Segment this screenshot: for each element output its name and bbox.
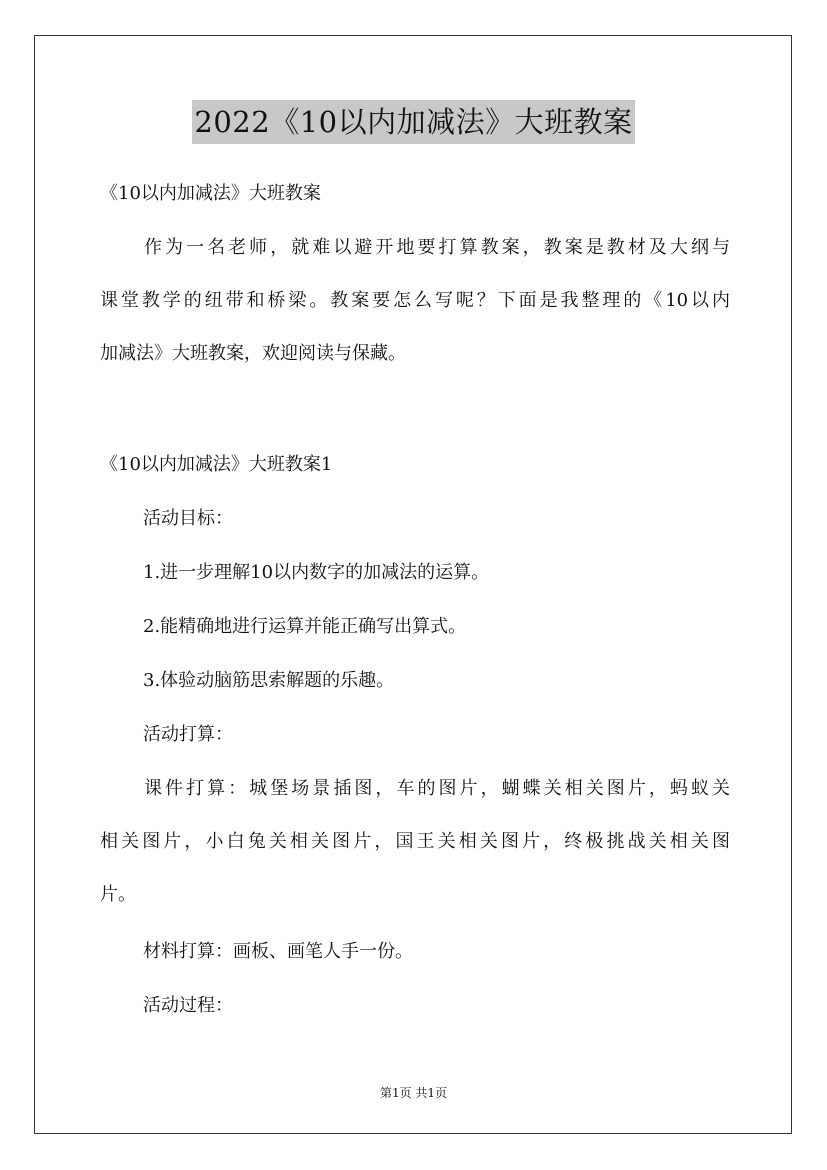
goal-item-2: 2.能精确地进行运算并能正确写出算式。	[143, 616, 467, 637]
process-label: 活动过程：	[143, 995, 233, 1016]
section-heading: 《10以内加减法》大班教案1	[100, 454, 333, 475]
goals-label: 活动目标：	[143, 508, 233, 529]
page-footer: 第1页 共1页	[379, 1086, 448, 1100]
courseware-line-3: 片。	[100, 884, 136, 905]
intro-line-3: 加减法》大班教案，欢迎阅读与保藏。	[100, 343, 406, 364]
courseware-line-2: 相关图片，小白兔关相关图片，国王关相关图片，终极挑战关相关图	[100, 831, 730, 852]
materials-text: 材料打算：画板、画笔人手一份。	[143, 941, 413, 962]
courseware-line-1: 课件打算：城堡场景插图，车的图片，蝴蝶关相关图片，蚂蚁关	[144, 778, 730, 799]
prep-label: 活动打算：	[143, 724, 233, 745]
title-container	[0, 100, 827, 144]
intro-line-1: 作为一名老师，就难以避开地要打算教案，教案是教材及大纲与	[144, 237, 730, 258]
goal-item-3: 3.体验动脑筋思索解题的乐趣。	[143, 670, 395, 691]
goal-item-1: 1.进一步理解10以内数字的加减法的运算。	[143, 562, 490, 583]
intro-line-2: 课堂教学的纽带和桥梁。教案要怎么写呢？下面是我整理的《10以内	[100, 290, 730, 311]
subtitle: 《10以内加减法》大班教案	[100, 183, 321, 204]
document-title: 2022《10以内加减法》大班教案	[192, 100, 634, 144]
courseware-paragraph	[100, 780, 730, 904]
intro-paragraph	[100, 239, 730, 363]
